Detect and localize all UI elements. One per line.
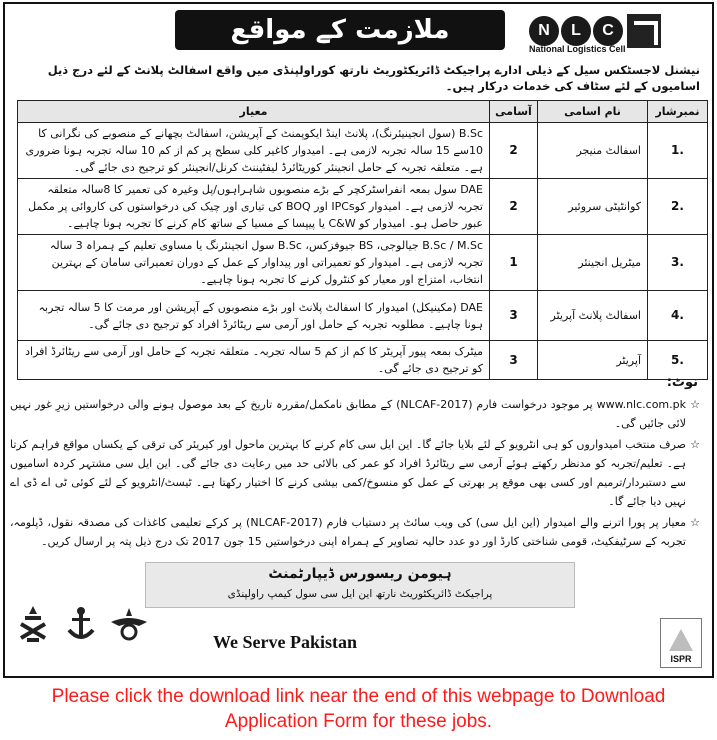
row-post: میٹریل انجینئر xyxy=(538,235,648,291)
row-count: 2 xyxy=(490,179,538,235)
header-number: نمبرشار xyxy=(648,101,708,123)
row-post: کوانٹیٹی سروئیر xyxy=(538,179,648,235)
nlc-logo-letters xyxy=(529,16,623,46)
slogan-text: We Serve Pakistan xyxy=(213,632,357,652)
table-row xyxy=(18,123,708,179)
ad-title: ملازمت کے مواقع xyxy=(175,10,505,50)
note-item xyxy=(10,395,700,433)
logo-subtitle: National Logistics Cell xyxy=(529,44,626,54)
note-text: www.nlc.com.pk پر موجود درخواست فارم (NLCAF-2017) کے مطابق نامکمل/مقررہ تاریخ کے بعد موصول ہونے والی درخواستیں زیرِ غور نہیں لائی جائیں گی۔ xyxy=(10,398,686,430)
ispr-label: ISPR xyxy=(670,654,692,664)
note-text: معیار پر پورا اترنے والے امیدوار (این ایل سی) کی ویب سائٹ پر دستیاب فارم (NLCAF-2017) پر کرکے تعلیمی کاغذات کی مصدقہ نقول، ڈپلومہ، تجربہ کے سرٹیفکیٹ، قومی شناختی کارڈ اور دو عدد حالیہ تصاویر کے ہمراہ اپنی درخواستیں 15 جون 2017 تک درج ذیل پتہ پر ارسال کریں۔ xyxy=(10,516,686,548)
notes-title: نوٹ: xyxy=(666,375,698,390)
logo-letter-l: L xyxy=(561,16,591,46)
header-criteria: معیار xyxy=(18,101,490,123)
job-advertisement xyxy=(3,2,714,678)
row-criteria: B.Sc (سول انجینیئرنگ)، پلانٹ اینڈ ایکوپمنٹ کے آپریشن، اسفالٹ بچھانے کے منصوبے کی نگرانی کا 10سے 15 سالہ تجربہ لازمی ہے۔ امیدوار کاغیر کلی سطح پر کم از کم 10 سالہ تجربہ ہونا ضروری ہے۔ متعلقہ تجربہ کے حامل انجینئر کوریٹائرڈ لیفٹیننٹ کرنل/انجینئر کو ترجیح دی جائے گی۔ xyxy=(18,123,490,179)
row-count: 1 xyxy=(490,235,538,291)
table-row xyxy=(18,235,708,291)
ispr-logo xyxy=(660,618,702,668)
intro-text: نیشنل لاجسٹکس سیل کے ذیلی ادارے پراجیکٹ ڈائریکٹوریٹ نارتھ کوراولپنڈی میں واقع اسفالٹ پلانٹ کے لئے درج ذیل اسامیوں کے لئے سٹاف کی خدمات درکار ہیں۔ xyxy=(47,63,700,93)
note-text: صرف منتخب امیدواروں کو ہی انٹرویو کے لئے بلایا جائے گا۔ این ایل سی کام کرنے کا بہترین ماحول اور کیریئر کی ترقی کے یکساں مواقع فراہم کرتا ہے۔ تعلیم/تجربہ کو مدنظر رکھتے ہوئے آرمی سے ریٹائرڈ افراد کو عمر کی بالائی حد میں رعایت دی جائے گی۔ این ایل سی مشتہر کردہ اسامیوں سے دستبردار/ترمیم اور کسی بھی موقع پر بھرتی کے عمل کو منسوخ/کمی بیشی کرنے کا اختیار رکھتا ہے۔ ٹیسٹ/انٹرویو کے لئے کوئی ٹی اے ڈی اے نہیں دیا جائے گا۔ xyxy=(10,438,686,508)
row-post: اسفالٹ پلانٹ آپریٹر xyxy=(538,291,648,341)
download-instruction xyxy=(0,684,717,734)
row-number: 2. xyxy=(648,179,708,235)
table-header-row xyxy=(18,101,708,123)
row-post: آپریٹر xyxy=(538,341,648,380)
hr-title: ہیومن ریسورس ڈیپارٹمنٹ xyxy=(268,566,452,582)
row-criteria: DAE (مکینیکل) امیدوار کا اسفالٹ پلانٹ اور بڑے منصوبوں کے آپریشن اور مرمت کا 5 سالہ تجربہ ہونا چاہیے۔ مطلوبہ تجربہ کے حامل اور آرمی سے ریٹائرڈ افراد کو ترجیح دی جائے گی۔ xyxy=(18,291,490,341)
row-count: 2 xyxy=(490,123,538,179)
table-row xyxy=(18,179,708,235)
download-instruction-line2: Application Form for these jobs. xyxy=(224,711,493,732)
row-number: 1. xyxy=(648,123,708,179)
ad-header xyxy=(5,4,712,56)
nlc-arrow-icon xyxy=(627,14,661,48)
hr-department-box xyxy=(145,562,575,608)
row-criteria: میٹرک بمعہ پیور آپریٹر کا کم از کم 5 سالہ تجربہ۔ متعلقہ تجربہ کے حامل اور آرمی سے ریٹائرڈ افراد کو ترجیح دی جائے گی۔ xyxy=(18,341,490,380)
table-row xyxy=(18,341,708,380)
star-icon: ☆ xyxy=(690,398,700,411)
army-emblem-icon xyxy=(13,600,53,646)
row-post: اسفالٹ منیجر xyxy=(538,123,648,179)
row-number: 3. xyxy=(648,235,708,291)
star-icon: ☆ xyxy=(690,516,700,529)
header-post: نام اسامی xyxy=(538,101,648,123)
row-count: 3 xyxy=(490,341,538,380)
row-number: 4. xyxy=(648,291,708,341)
hr-address: پراجیکٹ ڈائریکٹوریٹ نارتھ این ایل سی سول کیمپ راولپنڈی xyxy=(227,588,493,600)
forces-emblems xyxy=(13,600,149,646)
navy-emblem-icon xyxy=(61,600,101,646)
logo-letter-c: C xyxy=(593,16,623,46)
star-icon: ☆ xyxy=(690,438,700,451)
table-row xyxy=(18,291,708,341)
download-instruction-line1: Please click the download link near the end of this webpage to Download xyxy=(51,686,666,707)
row-count: 3 xyxy=(490,291,538,341)
note-item xyxy=(10,513,700,551)
airforce-emblem-icon xyxy=(109,600,149,646)
row-criteria: B.Sc / M.Sc جیالوجی، BS جیوفزکس، B.Sc سول انجینئرنگ یا مساوی تعلیم کے ہمراہ 3 سالہ تجربہ لازمی ہے۔ امیدوار کو تعمیراتی اور پیداوار کے عمل کے دوران تعمیراتی سامان کے بہترین انتخاب، امتزاج اور معیار کو کنٹرول کرنے کا تجربہ ہونا چاہیے۔ xyxy=(18,235,490,291)
row-number: 5. xyxy=(648,341,708,380)
notes-list xyxy=(10,395,700,553)
logo-letter-n: N xyxy=(529,16,559,46)
note-item xyxy=(10,435,700,511)
jobs-table xyxy=(17,100,708,380)
header-count: آسامی xyxy=(490,101,538,123)
ispr-emblem-icon xyxy=(669,629,693,651)
nlc-logo xyxy=(529,10,704,52)
row-criteria: DAE سول بمعہ انفراسٹرکچر کے بڑے منصوبوں شاہراہوں/پل وغیرہ کی تعمیر کا 8سالہ متعلقہ تجربہ لازمی ہے۔ امیدوار کوIPCs اور BOQ کی تیاری اور چیک کی درخواستوں کی کاروائی پر مکمل عبور حاصل ہو۔ امیدوار کو C&W یا پیپسا کے مسیا کے ساتھ کام کرنے کا تجربہ ہونا چاہیے۔ xyxy=(18,179,490,235)
